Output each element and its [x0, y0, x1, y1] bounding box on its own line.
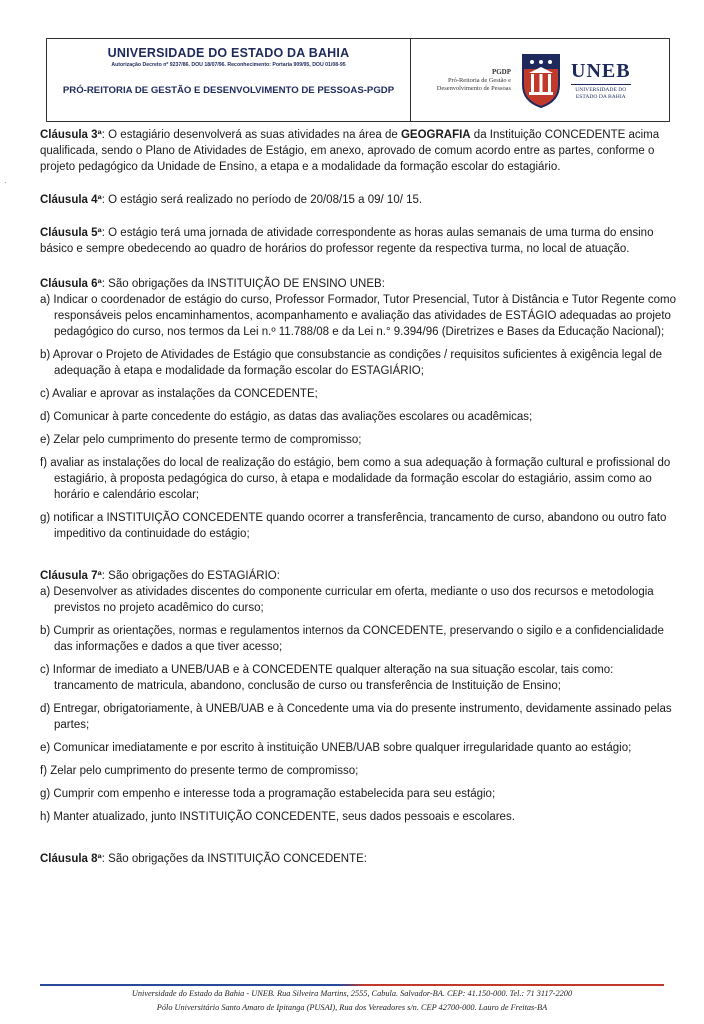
authorization-line: Autorização Decreto nº 9237/86. DOU 18/07/96. Reconhecimento: Portaria 909/95, DOU 01/08-95: [111, 62, 346, 68]
footer-address-2: Pólo Universitário Santo Amaro de Ipitanga (PUSAI), Rua dos Vereadores s/n. CEP 42700-000. Lauro de Freitas-BA: [156, 1003, 548, 1012]
clause-8-intro: : São obrigações da INSTITUIÇÃO CONCEDENTE:: [101, 853, 367, 865]
uneb-crest-icon: [519, 51, 563, 109]
header-right-block: [411, 39, 669, 121]
clause-6-label: Cláusula 6ª: [40, 278, 102, 290]
pro-rectory-title: PRÓ-REITORIA DE GESTÃO E DESENVOLVIMENTO DE PESSOAS-PGDP: [62, 85, 395, 96]
uneb-subtitle-line-1: UNIVERSIDADE DO: [575, 86, 627, 93]
clause-8-heading: [40, 851, 680, 867]
clause-6-item-c: c) Avaliar e aprovar as instalações da CONCEDENTE;: [40, 388, 318, 400]
clause-6-item-d: d) Comunicar à parte concedente do estágio, as datas das avaliações escolares ou acadêmicas;: [40, 411, 533, 423]
clause-8-label: Cláusula 8ª: [40, 853, 102, 865]
uneb-wordmark: UNEB: [571, 60, 631, 85]
clause-6-heading: [40, 276, 680, 292]
uneb-subtitle-line-2: ESTADO DA BAHIA: [575, 93, 626, 100]
clause-5-text: : O estágio terá uma jornada de atividade correspondente as horas aulas semanais de uma turma do ensino básico e sempre obedecendo ao quadro de horários do professor regente da respectiva turma, no local de atuação.: [40, 227, 654, 255]
scan-mark: ·: [4, 178, 7, 187]
document-body: [40, 127, 680, 867]
clause-3-text-1: : O estagiário desenvolverá as suas atividades na área de: [101, 129, 401, 141]
clause-6-intro: : São obrigações da INSTITUIÇÃO DE ENSINO UNEB:: [101, 278, 385, 290]
clause-7-item-c: c) Informar de imediato a UNEB/UAB e à CONCEDENTE qualquer alteração na sua situação escolar, tais como: trancamento de matricula, abandono, conclusão de curso ou transferência de Instituição de Ensino;: [40, 664, 614, 692]
uneb-subtitle: [571, 87, 631, 100]
pgdp-label-block: [419, 68, 511, 93]
clause-6-item-e: e) Zelar pelo cumprimento do presente termo de compromisso;: [40, 434, 362, 446]
clause-7-heading: [40, 568, 680, 584]
document-footer: [0, 984, 704, 1014]
clause-7-item-f: f) Zelar pelo cumprimento do presente termo de compromisso;: [40, 765, 359, 777]
footer-address-1: Universidade do Estado da Bahia - UNEB. Rua Silveira Martins, 2555, Cabula. Salvador-BA. CEP: 41.150-000. Tel.: 71 3117-2200: [131, 989, 573, 998]
clause-6-item-b: b) Aprovar o Projeto de Atividades de Estágio que consubstancie as condições / requisitos suficientes à exigência legal de adequação à etapa e modalidade da formação escolar do ESTAGIÁRIO;: [40, 349, 663, 377]
clause-7-intro: : São obrigações do ESTAGIÁRIO:: [101, 570, 280, 582]
clause-6-item-a: a) Indicar o coordenador de estágio do curso, Professor Formador, Tutor Presencial, Tutor à Distância e Tutor Regente como responsáveis pelos encaminhamentos, acompanhamento e avaliação das atividades de ESTÁGIO adequadas ao projeto pedagógico do curso, nos termos da Lei n.º 11.788/08 e da Lei n.° 9.394/96 (Diretrizes e Bases da Educação Nacional);: [40, 294, 677, 338]
clause-5: [40, 225, 680, 257]
clause-7-item-e: e) Comunicar imediatamente e por escrito à instituição UNEB/UAB sobre qualquer irregularidade quanto ao estágio;: [40, 742, 632, 754]
clause-3: [40, 127, 680, 175]
clause-3-area: GEOGRAFIA: [400, 129, 471, 141]
clause-7-item-a: a) Desenvolver as atividades discentes do componente curricular em oferta, mediante o uso dos recursos e metodologia previstos no projeto acadêmico do curso;: [40, 586, 654, 614]
uneb-logo: [571, 60, 631, 100]
pgdp-line-1: Pró-Reitoria de Gestão e: [448, 76, 511, 84]
clause-3-label: Cláusula 3ª: [40, 129, 102, 141]
clause-6-item-g: g) notificar a INSTITUIÇÃO CONCEDENTE quando ocorrer a transferência, trancamento de curso, abandono ou outro fato impeditivo da continuidade do estágio;: [40, 512, 667, 540]
pgdp-line-2: Desenvolvimento de Pessoas: [436, 84, 511, 92]
clause-7-item-b: b) Cumprir as orientações, normas e regulamentos internos da CONCEDENTE, preservando o sigilo e a confidencialidade das informações e dados a que tiver acesso;: [40, 625, 664, 653]
clause-4: [40, 192, 680, 208]
clause-5-label: Cláusula 5ª: [40, 227, 102, 239]
clause-4-text: : O estágio será realizado no período de 20/08/15 a 09/ 10/ 15.: [101, 194, 423, 206]
document-header: [46, 38, 670, 122]
footer-rule: [40, 984, 664, 986]
pgdp-abbrev: PGDP: [491, 67, 511, 76]
clause-7-item-g: g) Cumprir com empenho e interesse toda a programação estabelecida para seu estágio;: [40, 788, 496, 800]
clause-7-label: Cláusula 7ª: [40, 570, 102, 582]
clause-6-item-f: f) avaliar as instalações do local de realização do estágio, bem como a sua adequação à formação cultural e profissional do estagiário, à proposta pedagógica do curso, à etapa e modalidade da formação escolar do estagiário, assim como ao horário e calendário escolar;: [40, 457, 671, 501]
university-title: UNIVERSIDADE DO ESTADO DA BAHIA: [107, 46, 350, 60]
clause-4-label: Cláusula 4ª: [40, 194, 102, 206]
clause-7-item-h: h) Manter atualizado, junto INSTITUIÇÃO CONCEDENTE, seus dados pessoais e escolares.: [40, 811, 515, 823]
header-left-block: [47, 39, 411, 121]
clause-3-text-2: da Instituição CONCEDENTE acima qualificada, sendo o Plano de Atividades de Estágio, em anexo, aprovado de comum acordo entre as partes, conforme o projeto pedagógico da Unidade de Ensino, a etapa e a modalidade da formação escolar do estagiário.: [40, 129, 660, 173]
clause-7-item-d: d) Entregar, obrigatoriamente, à UNEB/UAB e à Concedente uma via do presente instrumento, devidamente assinado pelas partes;: [40, 703, 672, 731]
